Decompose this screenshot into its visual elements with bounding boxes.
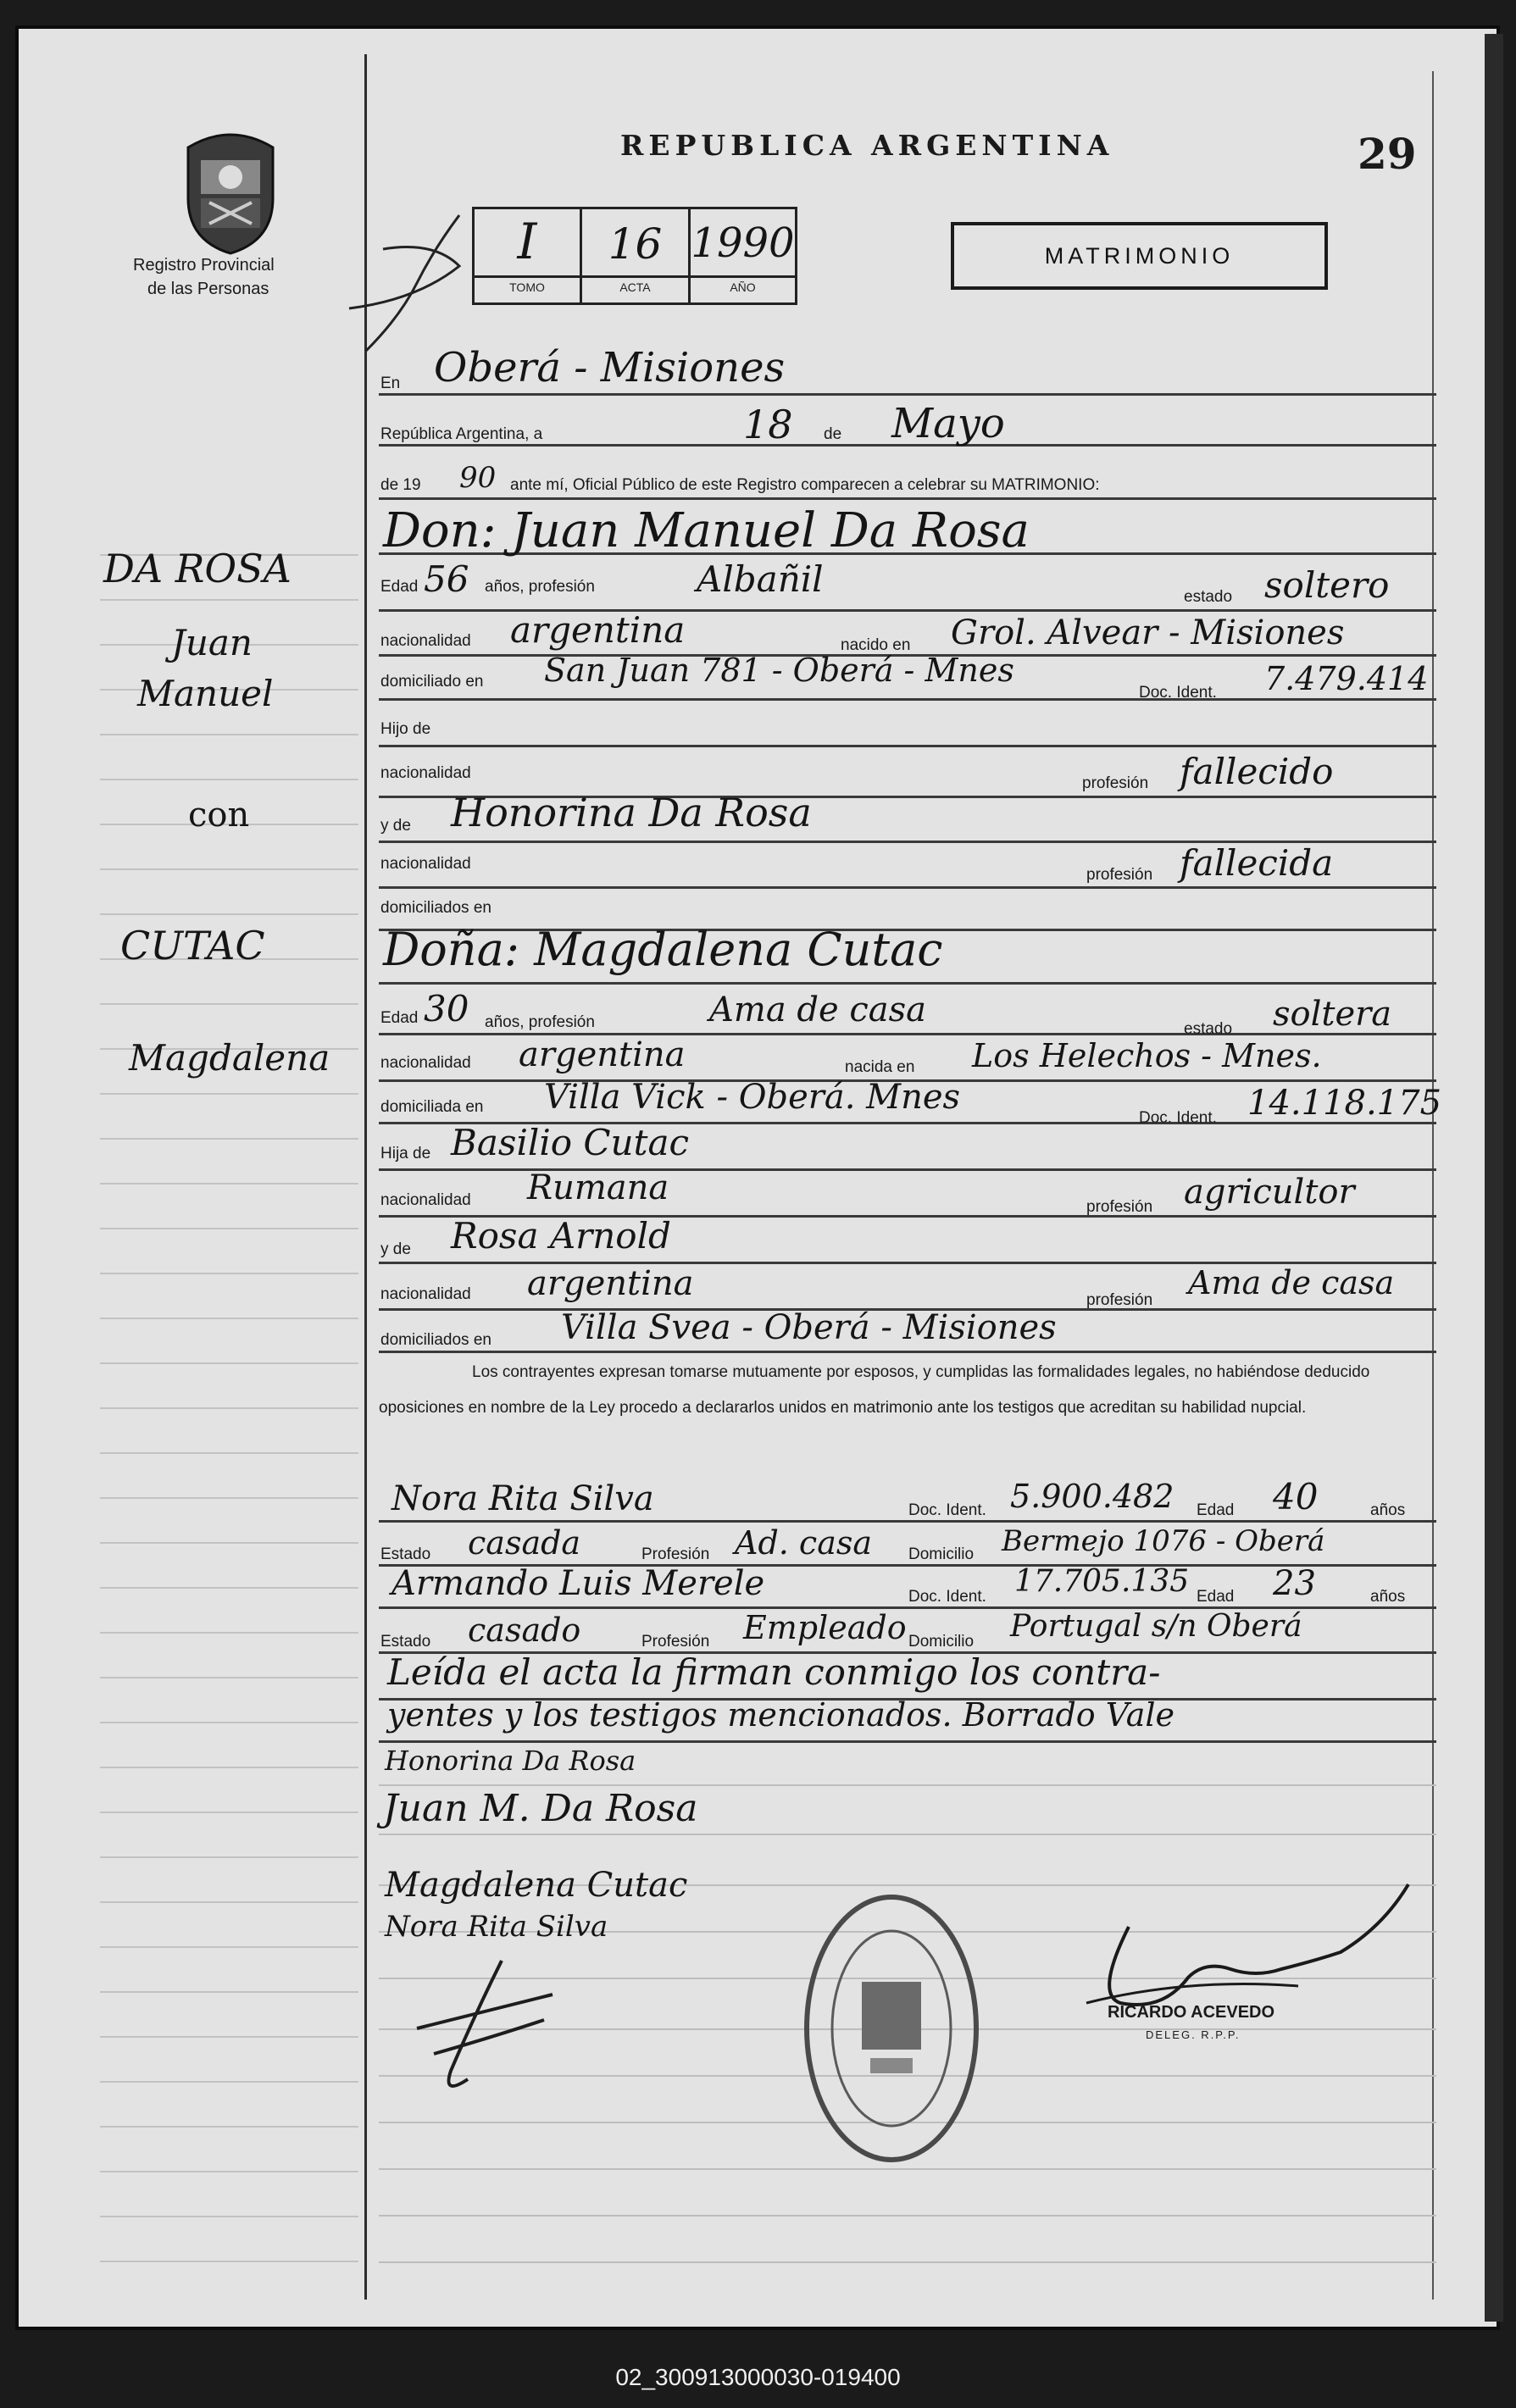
bride-nacida-label: nacida en <box>845 1058 915 1076</box>
bride-name: Doña: Magdalena Cutac <box>383 923 943 976</box>
margin-ruled-line <box>100 1901 358 1903</box>
witness1-edad: 40 <box>1273 1476 1319 1517</box>
witness2-anos-label: años <box>1370 1588 1406 1606</box>
witness1-name: Nora Rita Silva <box>391 1479 654 1518</box>
bride-yde-label: y de <box>380 1240 411 1258</box>
margin-ruled-line <box>100 1273 358 1274</box>
bride-nacionalidad-label: nacionalidad <box>380 1054 471 1072</box>
groom-nacido: Grol. Alvear - Misiones <box>951 613 1345 652</box>
closing-line-2: yentes y los testigos mencionados. Borrado Vale <box>387 1696 1175 1734</box>
witness1-domicilio: Bermejo 1076 - Oberá <box>1002 1524 1325 1558</box>
form-underline <box>379 2168 1436 2170</box>
groom-hijo-label: Hijo de <box>380 720 431 738</box>
groom-padre-prof: fallecido <box>1180 751 1334 792</box>
margin-ruled-line <box>100 2216 358 2217</box>
closing-line-1: Leída el acta la firman conmigo los contra- <box>387 1651 1161 1693</box>
record-type: MATRIMONIO <box>1044 243 1235 269</box>
witness2-edad-label: Edad <box>1197 1588 1235 1606</box>
margin-ruled-line <box>100 1407 358 1409</box>
groom-madre: Honorina Da Rosa <box>451 790 812 835</box>
witness1-anos-label: años <box>1370 1501 1406 1519</box>
signature-mother: Honorina Da Rosa <box>385 1745 636 1777</box>
acta-value: 16 <box>608 219 663 269</box>
margin-ruled-line <box>100 868 358 870</box>
groom-padres-dom-label: domiciliados en <box>380 899 491 917</box>
bride-profesion-label: años, profesión <box>485 1013 595 1031</box>
witness2-estado-label: Estado <box>380 1633 431 1651</box>
record-type-box <box>951 222 1328 290</box>
witness1-profesion-label: Profesión <box>641 1545 710 1563</box>
margin-bride-surname: CUTAC <box>120 923 265 968</box>
intro-text: ante mí, Oficial Público de este Registro comparecen a celebrar su MATRIMONIO: <box>510 476 1100 494</box>
margin-ruled-line <box>100 1362 358 1364</box>
margin-ruled-line <box>100 1587 358 1589</box>
acta-label: ACTA <box>619 280 651 294</box>
bride-profesion: Ama de casa <box>709 990 926 1029</box>
footer-id: 02_300913000030-019400 <box>615 2364 901 2390</box>
groom-doc: 7.479.414 <box>1264 660 1429 697</box>
republica-label: República Argentina, a <box>380 425 543 443</box>
margin-ruled-line <box>100 913 358 915</box>
margin-rule <box>364 54 367 2300</box>
witness1-doc: 5.900.482 <box>1010 1478 1174 1515</box>
witness2-domicilio: Portugal s/n Oberá <box>1010 1609 1302 1644</box>
margin-ruled-line <box>100 2036 358 2038</box>
witness2-doc: 17.705.135 <box>1014 1564 1190 1599</box>
scribble-signature <box>400 1944 569 2113</box>
month: Mayo <box>891 400 1005 447</box>
margin-ruled-line <box>100 1093 358 1095</box>
margin-ruled-line <box>100 1138 358 1140</box>
form-underline <box>379 982 1436 985</box>
groom-padre-nac-label: nacionalidad <box>380 764 471 782</box>
bride-domicilio: Villa Vick - Oberá. Mnes <box>544 1078 961 1117</box>
form-underline <box>379 1740 1436 1743</box>
bride-padre-nac: Rumana <box>527 1168 669 1207</box>
tomo-label: TOMO <box>509 280 545 294</box>
witness1-profesion: Ad. casa <box>735 1524 873 1562</box>
groom-padre-prof-label: profesión <box>1082 774 1149 792</box>
page-number: 29 <box>1358 129 1417 179</box>
bride-estado: soltera <box>1273 995 1392 1034</box>
margin-ruled-line <box>100 2171 358 2172</box>
margin-ruled-line <box>100 2126 358 2128</box>
witness2-domicilio-label: Domicilio <box>908 1633 975 1651</box>
witness1-doc-label: Doc. Ident. <box>908 1501 986 1519</box>
country-title: REPUBLICA ARGENTINA <box>620 129 1114 162</box>
bride-madre-prof: Ama de casa <box>1188 1264 1395 1301</box>
margin-ruled-line <box>100 1632 358 1634</box>
witness2-estado: casado <box>468 1612 581 1649</box>
witness1-estado: casada <box>468 1524 581 1562</box>
form-underline <box>379 698 1436 701</box>
groom-domicilio: San Juan 781 - Oberá - Mnes <box>544 652 1014 689</box>
margin-ruled-line <box>100 734 358 735</box>
coat-of-arms-icon <box>171 122 290 258</box>
bride-nacionalidad: argentina <box>519 1035 686 1074</box>
registry-line-1: Registro Provincial <box>133 256 275 275</box>
groom-madre-prof: fallecida <box>1180 842 1334 884</box>
margin-ruled-line <box>100 1856 358 1858</box>
bride-madre-nac: argentina <box>527 1264 694 1303</box>
tomo-value: I <box>517 213 537 270</box>
witness1-domicilio-label: Domicilio <box>908 1545 975 1563</box>
form-underline <box>379 886 1436 889</box>
margin-connector: con <box>188 796 250 835</box>
witness2-doc-label: Doc. Ident. <box>908 1588 986 1606</box>
bride-doc: 14.118.175 <box>1247 1084 1442 1123</box>
margin-ruled-line <box>100 1318 358 1319</box>
ano-value: 1990 <box>691 219 795 267</box>
margin-ruled-line <box>100 1452 358 1454</box>
de-label: de <box>824 425 842 443</box>
form-underline <box>379 1834 1436 1835</box>
bride-edad-label: Edad <box>380 1009 419 1027</box>
groom-nacionalidad: argentina <box>510 609 686 651</box>
bride-padre-prof-label: profesión <box>1086 1198 1153 1216</box>
form-underline <box>379 1784 1436 1786</box>
declaration: Los contrayentes expresan tomarse mutuamente por esposos, y cumplidas las formalidades legales, no habiéndose deducido oposiciones en nombre de la Ley procedo a declararlos unidos en matrimonio ante los testigos que acreditan su habilidad nupcial. <box>379 1363 1370 1417</box>
form-underline <box>379 393 1436 396</box>
groom-yde-label: y de <box>380 817 411 835</box>
bride-padre-nac-label: nacionalidad <box>380 1191 471 1209</box>
margin-ruled-line <box>100 1946 358 1948</box>
official-title: DELEG. R.P.P. <box>1146 2028 1241 2041</box>
witness2-profesion-label: Profesión <box>641 1633 710 1651</box>
margin-ruled-line <box>100 1767 358 1768</box>
groom-doc-label: Doc. Ident. <box>1139 684 1217 702</box>
margin-ruled-line <box>100 1497 358 1499</box>
register-page <box>15 25 1500 2330</box>
margin-ruled-line <box>100 2081 358 2083</box>
groom-nacionalidad-label: nacionalidad <box>380 632 471 650</box>
right-rule <box>1432 71 1434 2300</box>
ano-label: AÑO <box>730 280 756 294</box>
year-prefix: de 19 <box>380 476 421 494</box>
margin-ruled-line <box>100 599 358 601</box>
groom-profesion: Albañil <box>697 558 824 600</box>
registry-seal-icon <box>802 1889 980 2168</box>
bride-edad: 30 <box>424 988 469 1029</box>
groom-estado: soltero <box>1264 564 1390 606</box>
margin-groom-given1: Juan <box>171 622 253 663</box>
form-underline <box>379 497 1436 500</box>
form-underline <box>379 1520 1436 1523</box>
place: Oberá - Misiones <box>434 344 786 391</box>
margin-ruled-line <box>100 779 358 780</box>
day: 18 <box>743 402 793 447</box>
witness2-profesion: Empleado <box>743 1609 907 1646</box>
witness2-edad: 23 <box>1273 1564 1316 1603</box>
groom-nacido-label: nacido en <box>841 636 911 654</box>
year-suffix: 90 <box>459 461 497 495</box>
groom-estado-label: estado <box>1184 588 1233 606</box>
groom-name: Don: Juan Manuel Da Rosa <box>383 503 1030 558</box>
bride-madre-prof-label: profesión <box>1086 1291 1153 1309</box>
registry-line-2: de las Personas <box>147 280 269 298</box>
margin-bride-given: Magdalena <box>129 1037 330 1079</box>
bride-madre: Rosa Arnold <box>451 1215 671 1257</box>
bride-madre-nac-label: nacionalidad <box>380 1285 471 1303</box>
book-binding <box>1485 34 1503 2322</box>
witness1-estado-label: Estado <box>380 1545 431 1563</box>
official-name: RICARDO ACEVEDO <box>1108 2003 1275 2022</box>
margin-ruled-line <box>100 1991 358 1993</box>
bride-hija-label: Hija de <box>380 1145 431 1162</box>
form-underline <box>379 745 1436 747</box>
en-label: En <box>380 375 401 392</box>
bride-nacida: Los Helechos - Mnes. <box>972 1037 1322 1074</box>
groom-domicilio-label: domiciliado en <box>380 673 484 691</box>
margin-ruled-line <box>100 1003 358 1005</box>
margin-ruled-line <box>100 1228 358 1229</box>
groom-madre-nac-label: nacionalidad <box>380 855 471 873</box>
witness1-edad-label: Edad <box>1197 1501 1235 1519</box>
groom-edad-label: Edad <box>380 578 419 596</box>
margin-ruled-line <box>100 1183 358 1185</box>
form-underline <box>379 2215 1436 2217</box>
flourish-signature <box>332 198 485 368</box>
groom-edad: 56 <box>424 558 469 600</box>
margin-groom-surname: DA ROSA <box>103 546 292 591</box>
margin-ruled-line <box>100 1722 358 1723</box>
margin-ruled-line <box>100 1812 358 1813</box>
signature-witness1: Nora Rita Silva <box>385 1910 608 1944</box>
form-underline <box>379 2261 1436 2263</box>
margin-groom-given2: Manuel <box>137 673 274 714</box>
tomo-acta-ano-box <box>472 207 797 305</box>
bride-estado-label: estado <box>1184 1020 1233 1038</box>
groom-madre-prof-label: profesión <box>1086 866 1153 884</box>
bride-padre-prof: agricultor <box>1184 1173 1355 1212</box>
form-underline <box>379 1351 1436 1353</box>
witness2-name: Armando Luis Merele <box>391 1564 765 1603</box>
bride-domicilio-label: domiciliada en <box>380 1098 484 1116</box>
margin-ruled-line <box>100 1542 358 1544</box>
groom-profesion-label: años, profesión <box>485 578 595 596</box>
signature-bride: Magdalena Cutac <box>385 1866 688 1905</box>
bride-doc-label: Doc. Ident. <box>1139 1109 1217 1127</box>
bride-padre: Basilio Cutac <box>451 1122 690 1163</box>
bride-padres-dom: Villa Svea - Oberá - Misiones <box>561 1308 1057 1347</box>
signature-groom: Juan M. Da Rosa <box>383 1787 698 1830</box>
bride-padres-dom-label: domiciliados en <box>380 1331 491 1349</box>
margin-ruled-line <box>100 2261 358 2262</box>
margin-ruled-line <box>100 1677 358 1678</box>
